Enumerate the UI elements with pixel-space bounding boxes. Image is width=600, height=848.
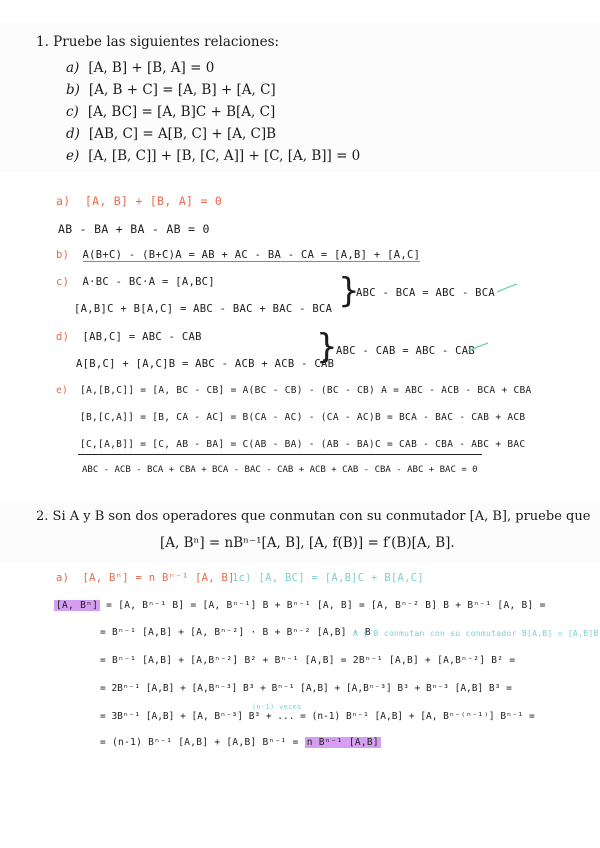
note-2-line4: = 2Bⁿ⁻¹ [A,B] + [A,Bⁿ⁻³] B³ + Bⁿ⁻¹ [A,B] + [A,Bⁿ⁻³] B³ + Bⁿ⁻³ [A,B] B³ = — [100, 683, 512, 694]
item-label: d) — [66, 126, 80, 142]
problem-1-item-e — [66, 148, 360, 164]
problem-1-heading: 1. Pruebe las siguientes relaciones: — [36, 34, 280, 50]
note-2-line1: [A, Bⁿ] = [A, Bⁿ⁻¹ B] = [A, Bⁿ⁻¹] B + Bⁿ⁻¹ [A, B] = [A, Bⁿ⁻² B] B + Bⁿ⁻¹ [A, B] = — [56, 600, 546, 611]
check-icon — [467, 342, 489, 354]
highlight-start: [A, Bⁿ] — [56, 600, 99, 611]
problem-1-item-a — [66, 60, 214, 76]
item-text: [A, [B, C]] + [B, [C, A]] + [C, [A, B]] = 0 — [88, 148, 361, 164]
note-2-line5: = 3Bⁿ⁻¹ [A,B] + [A, Bⁿ⁻³] B³ + ... = (n-1) Bⁿ⁻¹ [A,B] + [A, Bⁿ⁻⁽ⁿ⁻¹⁾] Bⁿ⁻¹ = — [100, 711, 535, 722]
note-2-line6: = (n-1) Bⁿ⁻¹ [A,B] + [A,B] Bⁿ⁻¹ = n Bⁿ⁻¹ [A,B] — [100, 737, 379, 748]
problem-2-equation: [A, Bⁿ] = nBⁿ⁻¹[A, B], [A, f(B)] = f′(B)[A, B]. — [160, 535, 455, 551]
note-1e-sum: ABC - ACB - BCA + CBA + BCA - BAC - CAB + ACB + CAB - CBA - ABC + BAC = 0 — [82, 465, 478, 475]
note-1c-line2: [A,B]C + B[A,C] = ABC - BAC + BAC - BCA — [74, 303, 333, 315]
note-2a-title: a) [A, Bⁿ] = n Bⁿ⁻¹ [A, B] — [56, 572, 235, 584]
item-text: [A, B] + [B, A] = 0 — [88, 60, 215, 76]
note-1a-line: AB - BA + BA - AB = 0 — [58, 222, 210, 236]
note-2-line2: = Bⁿ⁻¹ [A,B] + [A, Bⁿ⁻²] · B + Bⁿ⁻² [A,B] · B — [100, 627, 371, 638]
problem-1-item-d — [66, 126, 276, 142]
note-1d-line1: d) [AB,C] = ABC - CAB — [56, 331, 202, 343]
note-1e-line1: e) [A,[B,C]] = [A, BC - CB] = A(BC - CB) - (BC - CB) A = ABC - ACB - BCA + CBA — [56, 385, 532, 396]
problem-2-heading: 2. Si A y B son dos operadores que conmutan con su conmutador [A, B], pruebe que — [36, 509, 591, 524]
highlight-result: n Bⁿ⁻¹ [A,B] — [306, 737, 379, 748]
note-1c-line1: c) A·BC - BC·A = [A,BC] — [56, 276, 215, 288]
sum-rule — [78, 454, 482, 455]
brace-1d: } — [316, 327, 338, 367]
note-1e-line3: [C,[A,B]] = [C, AB - BA] = C(AB - BA) - (AB - BA)C = CAB - CBA - ABC + BAC — [80, 439, 526, 450]
note-2-line2-note: A y B conmutan con su conmutador B[A,B] = [A,B]B — [353, 629, 599, 638]
note-1b: b) A(B+C) - (B+C)A = AB + AC - BA - CA = [A,B] + [A,C] — [56, 249, 421, 261]
note-1a-title: a) [A, B] + [B, A] = 0 — [56, 194, 223, 208]
item-text: [AB, C] = A[B, C] + [A, C]B — [88, 126, 277, 142]
note-2-hint: 1c) [A, BC] = [A,B]C + B[A,C] — [232, 572, 425, 584]
note-2-line5-note: (n-1) veces — [252, 703, 302, 711]
note-1d-line2: A[B,C] + [A,C]B = ABC - ACB + ACB - CAB — [76, 358, 335, 370]
note-1d-result: ABC - CAB = ABC - CAB — [336, 345, 476, 357]
item-text: [A, BC] = [A, B]C + B[A, C] — [87, 104, 276, 120]
note-2-line3: = Bⁿ⁻¹ [A,B] + [A,Bⁿ⁻²] B² + Bⁿ⁻¹ [A,B] = 2Bⁿ⁻¹ [A,B] + [A,Bⁿ⁻²] B² = — [100, 655, 516, 666]
note-1e-line2: [B,[C,A]] = [B, CA - AC] = B(CA - AC) - (CA - AC)B = BCA - BAC - CAB + ACB — [80, 412, 526, 423]
item-label: c) — [66, 104, 79, 120]
problem-2 — [0, 503, 600, 563]
problem-1-item-b — [66, 82, 276, 98]
problem-1-item-c — [66, 104, 275, 120]
item-label: a) — [66, 60, 80, 76]
note-1c-result: ABC - BCA = ABC - BCA — [356, 287, 496, 299]
check-icon — [496, 283, 518, 295]
problem-1 — [0, 22, 600, 172]
item-label: e) — [66, 148, 80, 164]
item-text: [A, B + C] = [A, B] + [A, C] — [88, 82, 276, 98]
item-label: b) — [66, 82, 80, 98]
brace-1c: } — [338, 271, 360, 311]
